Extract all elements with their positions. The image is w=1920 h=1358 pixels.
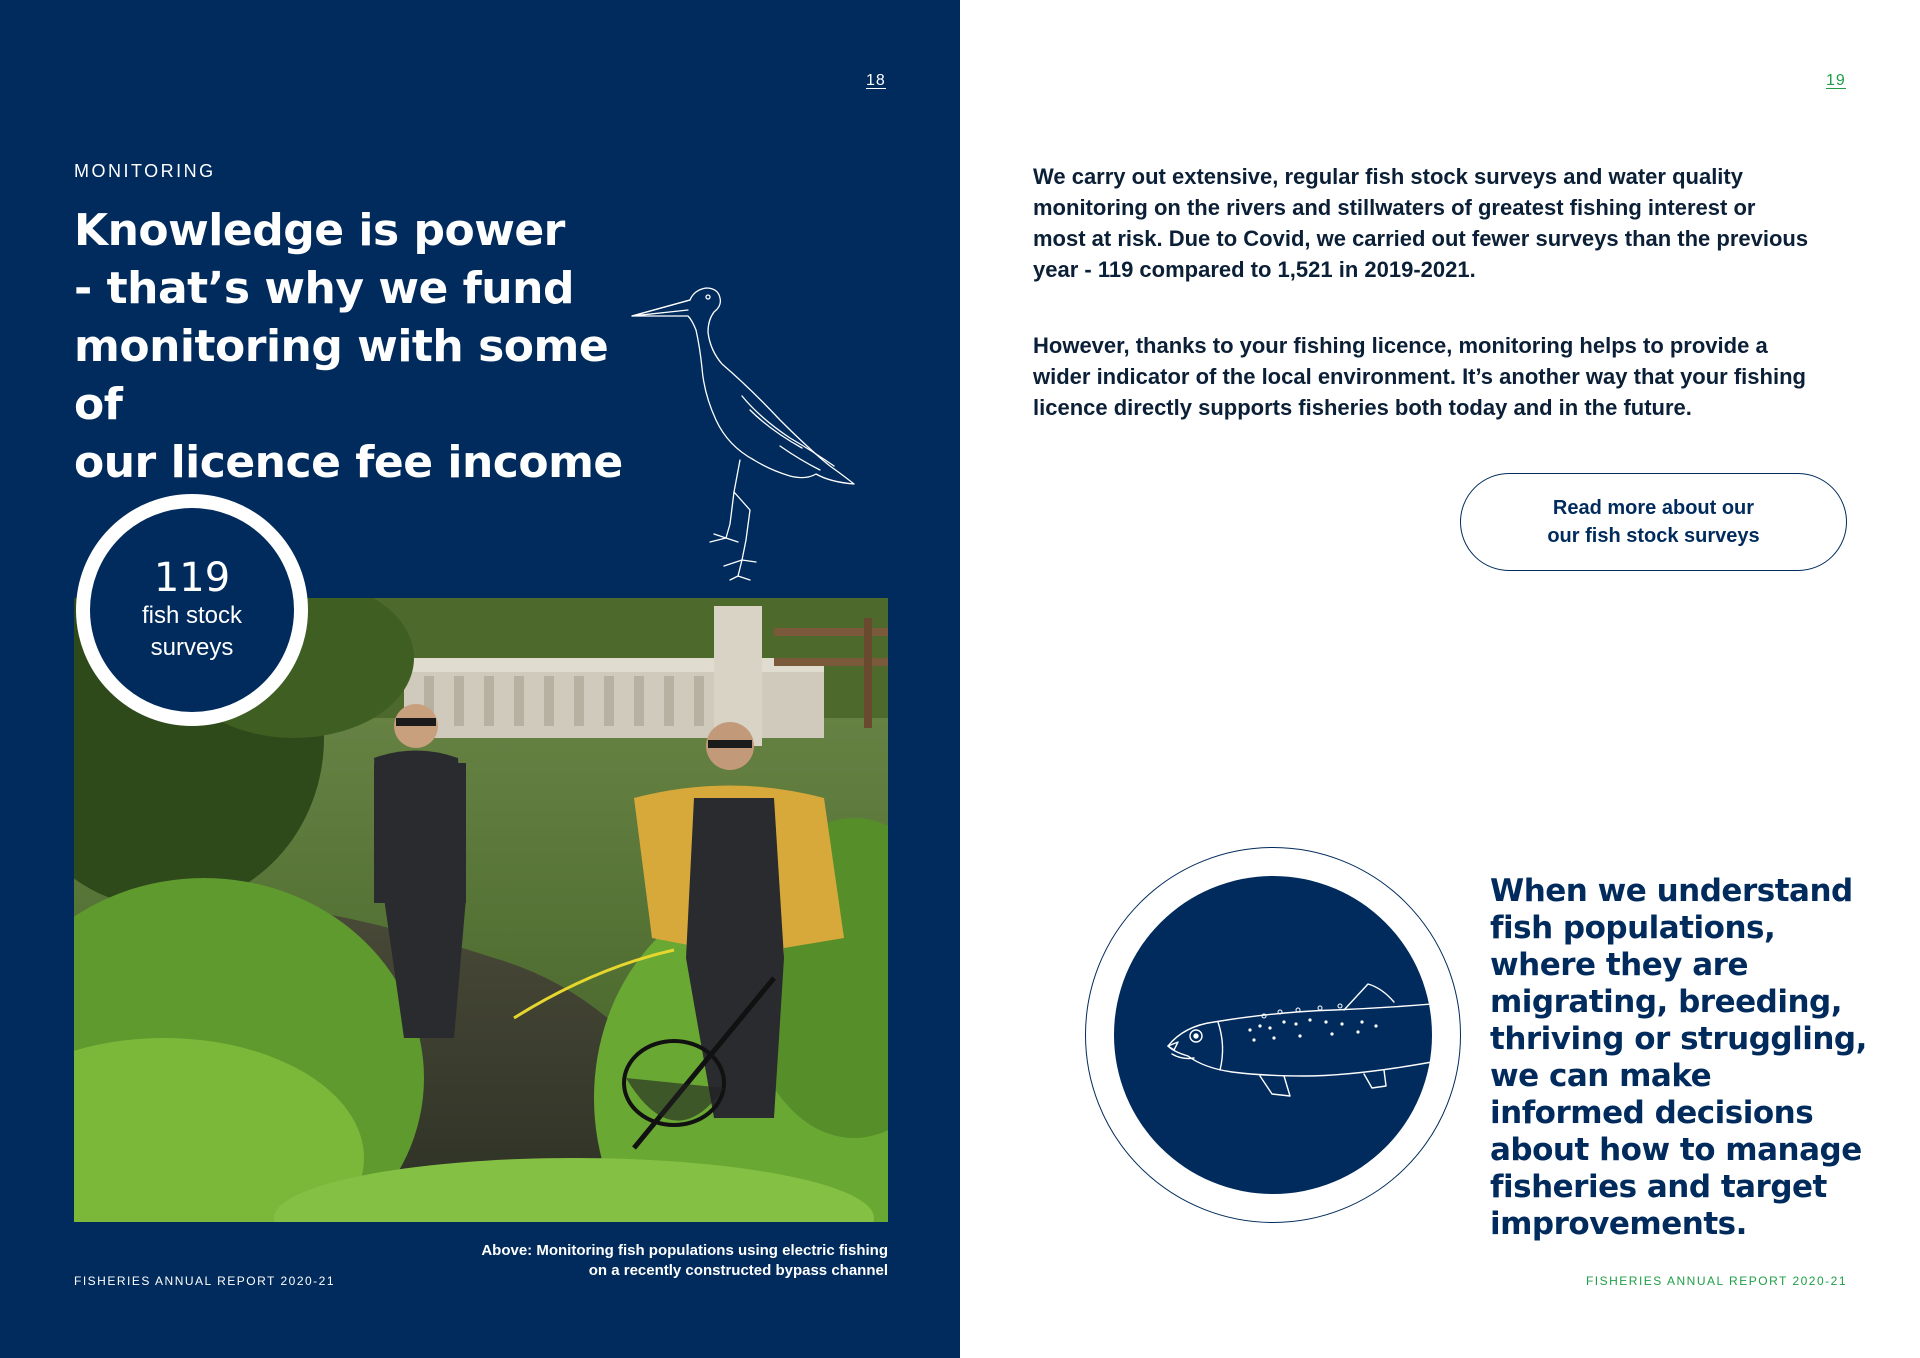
headline-line: - that’s why we fund bbox=[74, 263, 574, 314]
caption-line: on a recently constructed bypass channel bbox=[588, 1262, 888, 1279]
photo-caption bbox=[388, 1241, 888, 1281]
button-label-line: our fish stock surveys bbox=[1547, 525, 1760, 547]
button-label-line: Read more about our bbox=[1552, 497, 1755, 519]
stat-label: fish stock surveys bbox=[141, 602, 243, 661]
headline-line: Knowledge is power bbox=[74, 205, 565, 256]
page-number-left: 18 bbox=[866, 72, 886, 89]
page-number-right: 19 bbox=[1826, 72, 1846, 89]
headline-line: monitoring with some of bbox=[74, 321, 609, 430]
stat-circle bbox=[76, 494, 308, 726]
body-paragraph-1: We carry out extensive, regular fish stock surveys and water quality monitoring on the rivers and stillwaters of greatest fishing interest or most at risk. Due to Covid, we carried out fewer surveys than the previous year - 119 compared to 1,521 in 2019-2021. bbox=[1033, 164, 1809, 282]
footer-left: FISHERIES ANNUAL REPORT 2020-21 bbox=[74, 1274, 336, 1288]
fish-circle bbox=[1085, 847, 1461, 1223]
stat-number: 119 bbox=[153, 555, 231, 601]
right-page bbox=[960, 0, 1920, 1358]
page-headline bbox=[74, 202, 634, 492]
headline-line: our licence fee income bbox=[74, 437, 623, 488]
read-more-button[interactable] bbox=[1460, 473, 1847, 571]
section-label: MONITORING bbox=[74, 161, 216, 181]
fish-circle-inner bbox=[1114, 876, 1432, 1194]
salmon-icon bbox=[1114, 876, 1432, 1194]
pull-quote: When we understand fish populations, where they are migrating, breeding, thriving or struggling, we can make informed decisions about how to manage fisheries and target improvements. bbox=[1490, 873, 1867, 1242]
footer-right: FISHERIES ANNUAL REPORT 2020-21 bbox=[1585, 1274, 1847, 1288]
heron-icon bbox=[630, 270, 900, 590]
body-paragraph-2: However, thanks to your fishing licence, monitoring helps to provide a wider indicator of the local environment. It’s another way that your fishing licence directly supports fisheries both today and in the future. bbox=[1033, 333, 1806, 420]
caption-line: Above: Monitoring fish populations using electric fishing bbox=[481, 1242, 888, 1259]
